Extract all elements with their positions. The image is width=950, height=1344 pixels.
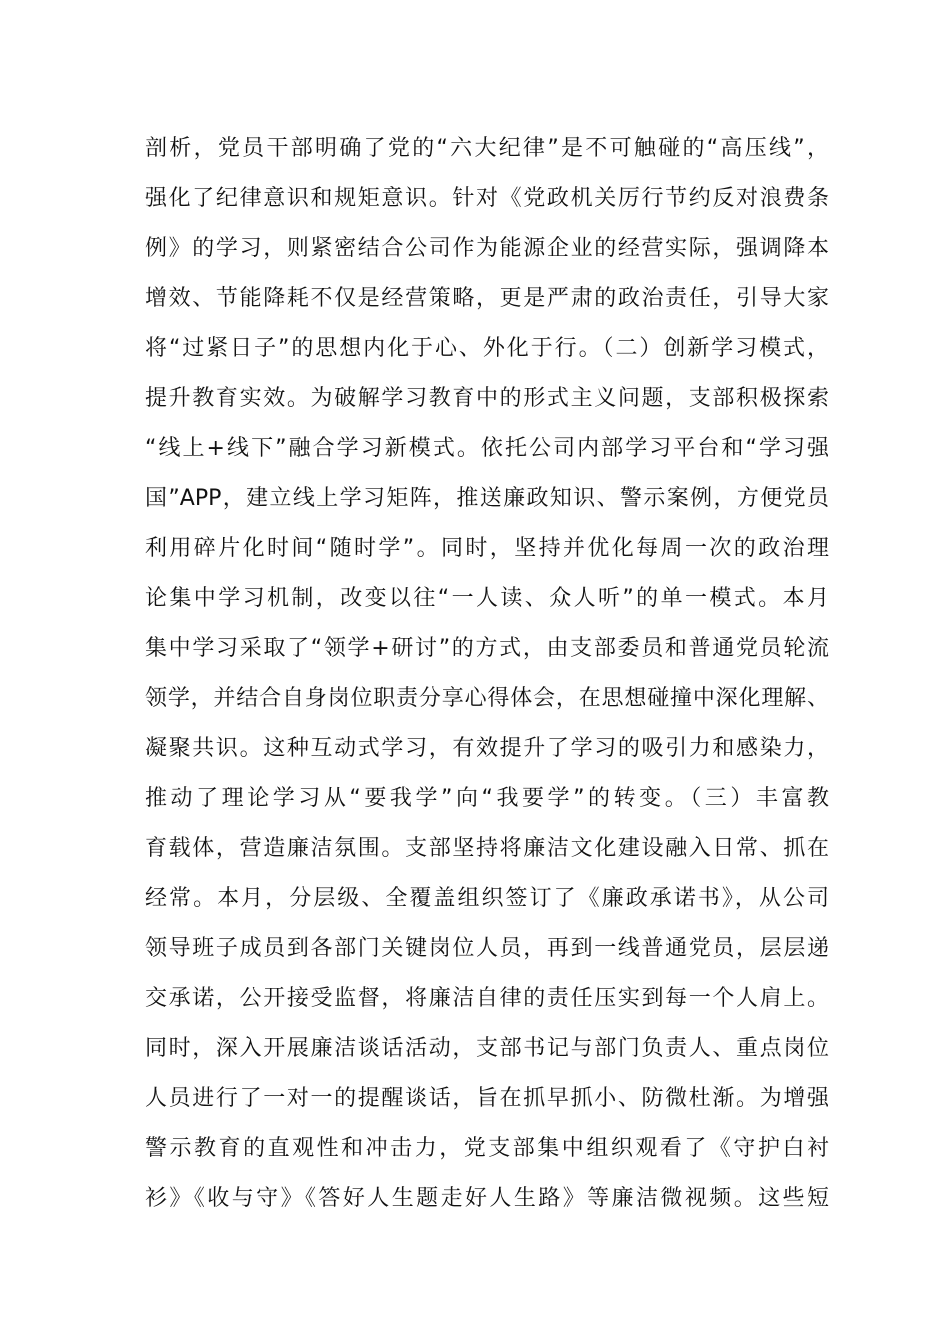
text-line: 推动了理论学习从“要我学”向“我要学”的转变。（三）丰富教 — [145, 786, 829, 811]
text-line: 交承诺，公开接受监督，将廉洁自律的责任压实到每一个人肩上。 — [145, 986, 829, 1011]
text-line: 增效、节能降耗不仅是经营策略，更是严肃的政治责任，引导大家 — [145, 286, 829, 311]
text-line: 强化了纪律意识和规矩意识。针对《党政机关厉行节约反对浪费条 — [145, 186, 829, 211]
text-line: 利用碎片化时间“随时学”。同时，坚持并优化每周一次的政治理 — [145, 536, 829, 561]
text-line: 凝聚共识。这种互动式学习，有效提升了学习的吸引力和感染力， — [145, 736, 829, 761]
text-line: 将“过紧日子”的思想内化于心、外化于行。（二）创新学习模式， — [145, 336, 829, 361]
text-line: 论集中学习机制，改变以往“一人读、众人听”的单一模式。本月 — [145, 586, 829, 611]
text-line: 同时，深入开展廉洁谈话活动，支部书记与部门负责人、重点岗位 — [145, 1036, 829, 1061]
text-line: 经常。本月，分层级、全覆盖组织签订了《廉政承诺书》，从公司 — [145, 886, 829, 911]
text-line: 领学，并结合自身岗位职责分享心得体会，在思想碰撞中深化理解、 — [145, 686, 829, 711]
text-line: 剖析，党员干部明确了党的“六大纪律”是不可触碰的“高压线”， — [145, 136, 829, 161]
text-line: 提升教育实效。为破解学习教育中的形式主义问题，支部积极探索 — [145, 386, 829, 411]
text-line: 育载体，营造廉洁氛围。支部坚持将廉洁文化建设融入日常、抓在 — [145, 836, 829, 861]
text-line: “线上+线下”融合学习新模式。依托公司内部学习平台和“学习强 — [145, 436, 829, 461]
document-body — [145, 131, 829, 1231]
text-line: 警示教育的直观性和冲击力，党支部集中组织观看了《守护白衬 — [145, 1136, 829, 1161]
text-line: 国”APP，建立线上学习矩阵，推送廉政知识、警示案例，方便党员 — [145, 486, 829, 511]
text-line: 衫》《收与守》《答好人生题走好人生路》等廉洁微视频。这些短 — [145, 1186, 829, 1211]
text-line: 领导班子成员到各部门关键岗位人员，再到一线普通党员，层层递 — [145, 936, 829, 961]
text-line: 集中学习采取了“领学+研讨”的方式，由支部委员和普通党员轮流 — [145, 636, 829, 661]
text-line: 人员进行了一对一的提醒谈话，旨在抓早抓小、防微杜渐。为增强 — [145, 1086, 829, 1111]
text-line: 例》的学习，则紧密结合公司作为能源企业的经营实际，强调降本 — [145, 236, 829, 261]
